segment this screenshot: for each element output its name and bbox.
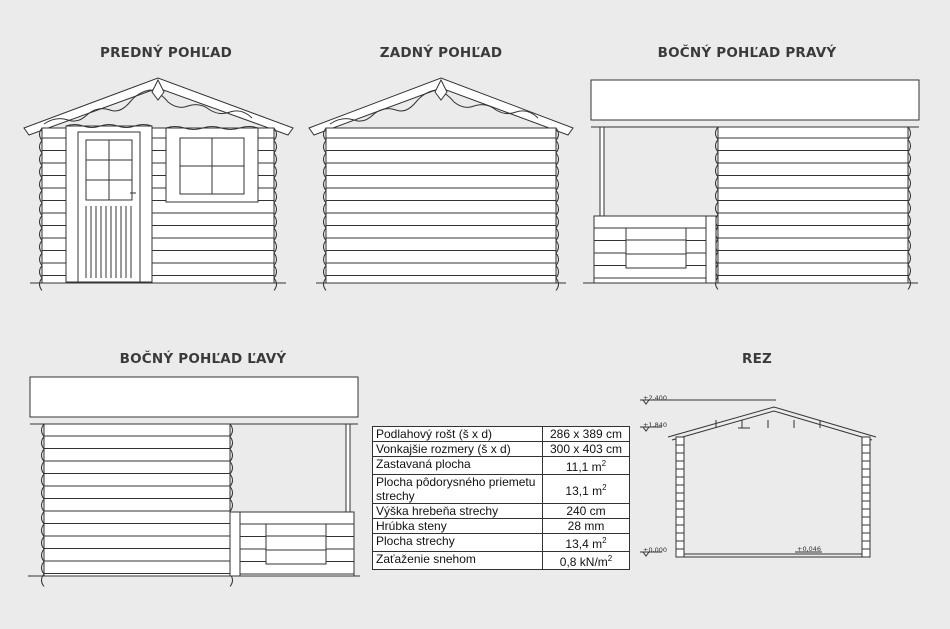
left-side-view-title: BOČNÝ POHĽAD ĽAVÝ bbox=[119, 351, 287, 367]
front-view-title: PREDNÝ POHĽAD bbox=[99, 45, 233, 61]
right-side-view-title: BOČNÝ POHĽAD PRAVÝ bbox=[657, 45, 837, 61]
right-side-view-drawing bbox=[583, 80, 919, 290]
spec-row bbox=[373, 457, 630, 475]
porch-corner-post bbox=[706, 216, 716, 283]
roof-line bbox=[672, 411, 872, 440]
porch-corner-post bbox=[230, 512, 240, 576]
spec-value: 13,4 $m^2$ bbox=[543, 534, 630, 552]
spec-value: 0,8 $kN/m^2$ bbox=[543, 552, 630, 570]
spec-value: 13,1 $m^2$ bbox=[543, 475, 630, 504]
roof-fascia bbox=[591, 80, 919, 120]
back-view-drawing bbox=[309, 78, 573, 291]
level-floor-label: +0,046 bbox=[797, 545, 822, 553]
railing-panel bbox=[266, 524, 326, 564]
section-wall-left bbox=[676, 437, 684, 557]
spec-row bbox=[373, 427, 630, 442]
spec-row bbox=[373, 519, 630, 534]
section-view-drawing bbox=[640, 400, 876, 557]
spec-label: Zaťaženie snehom bbox=[373, 552, 543, 570]
spec-row bbox=[373, 534, 630, 552]
spec-value: 11,1 $m^2$ bbox=[543, 457, 630, 475]
porch-post bbox=[346, 424, 350, 514]
section-view-title: REZ bbox=[741, 351, 773, 367]
spec-value: 286 x 389 cm bbox=[543, 427, 630, 442]
spec-label: Výška hrebeňa strechy bbox=[373, 504, 543, 519]
spec-row bbox=[373, 475, 630, 504]
porch-post bbox=[600, 127, 604, 217]
side-wall bbox=[44, 424, 230, 576]
section-wall-right bbox=[862, 437, 870, 557]
spec-label: Zastavaná plocha bbox=[373, 457, 543, 475]
spec-label: Hrúbka steny bbox=[373, 519, 543, 534]
spec-row bbox=[373, 504, 630, 519]
spec-label: Podlahový rošt (š x d) bbox=[373, 427, 543, 442]
spec-label: Plocha pôdorysného priemetu strechy bbox=[373, 475, 543, 504]
spec-value: 300 x 403 cm bbox=[543, 442, 630, 457]
spec-label: Vonkajšie rozmery (š x d) bbox=[373, 442, 543, 457]
spec-value: 28 mm bbox=[543, 519, 630, 534]
spec-row bbox=[373, 552, 630, 570]
specs-table-body bbox=[373, 427, 630, 570]
level-ridge-label: +2,400 bbox=[643, 394, 668, 402]
left-side-view-drawing bbox=[28, 377, 360, 587]
level-ground-label: ±0,000 bbox=[643, 546, 668, 554]
front-view-drawing bbox=[24, 78, 293, 291]
spec-row bbox=[373, 442, 630, 457]
specs-table bbox=[372, 426, 630, 570]
spec-value: 240 cm bbox=[543, 504, 630, 519]
spec-label: Plocha strechy bbox=[373, 534, 543, 552]
back-view-title: ZADNÝ POHĽAD bbox=[379, 45, 503, 61]
back-wall bbox=[326, 128, 556, 283]
roof-fascia bbox=[30, 377, 358, 417]
railing-panel bbox=[626, 228, 686, 268]
level-eave-label: +1,840 bbox=[643, 421, 668, 429]
